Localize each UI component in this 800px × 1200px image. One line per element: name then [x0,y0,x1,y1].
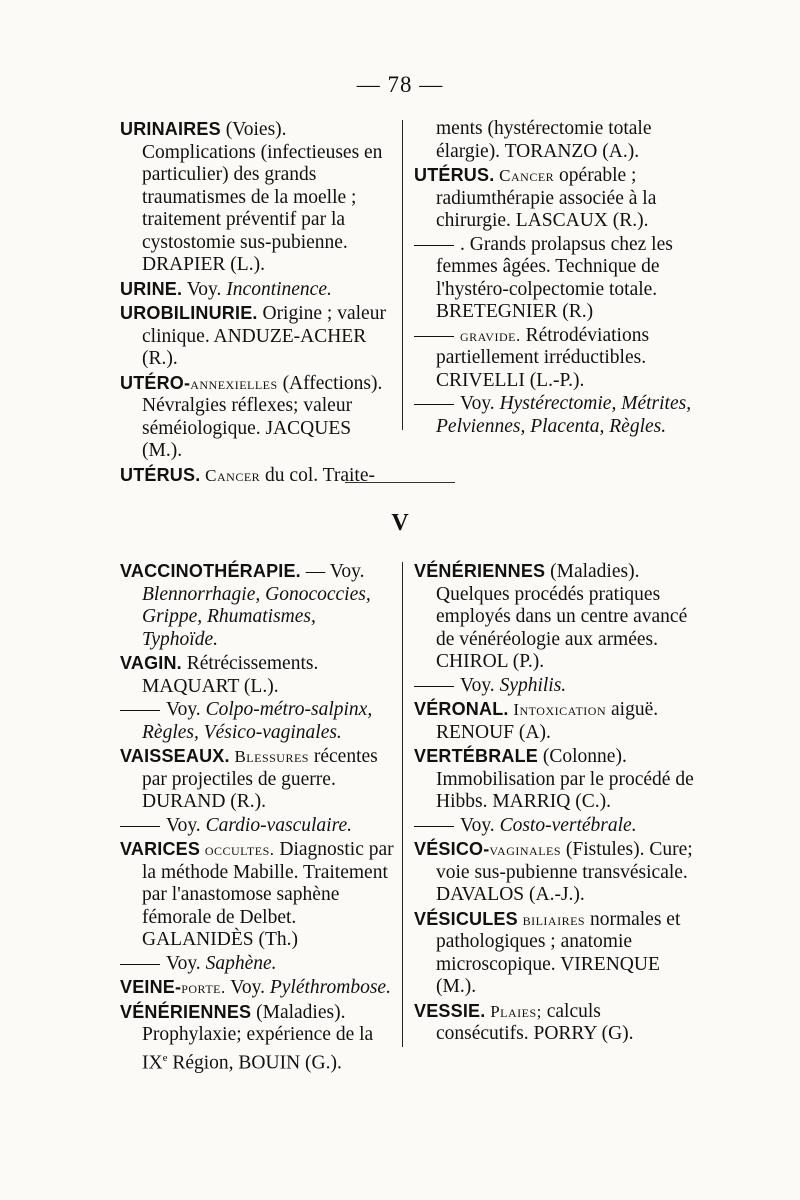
entry-heading: VESSIE. [414,1000,486,1021]
index-entry [120,372,395,463]
index-entry [414,815,694,838]
entry-heading: VAISSEAUX. [120,746,230,766]
column-top-right [414,118,694,439]
section-divider [345,482,455,483]
section-letter: V [391,510,409,536]
entry-heading: VÉSICO- [414,839,490,859]
cross-reference: Syphilis. [499,674,567,696]
entry-text: aiguë. RENOUF (A). [436,699,659,743]
ditto-dash [414,245,454,246]
entry-heading: VÉNÉRIENNES [414,561,546,581]
index-entry [414,908,694,999]
entry-heading: VÉRONAL. [414,699,509,719]
cross-reference: Colpo-métro-salpinx, Règles, Vésico-vaginales. [142,699,373,743]
entry-heading: VARICES [120,839,201,859]
entry-subheading: biliaires [517,909,586,929]
entry-text: — Voy. [300,561,365,582]
entry-heading: VEINE- [120,977,182,997]
index-entry [414,393,694,438]
index-entry [414,325,694,393]
index-entry [120,838,395,952]
entry-text: Voy. [460,674,500,696]
cross-reference: Cardio-vasculaire. [205,814,352,836]
entry-text: Origine ; valeur clinique. ANDUZE-ACHER (R.). [142,303,386,369]
entry-heading: VÉNÉRIENNES [120,1001,252,1022]
index-entry [120,118,395,277]
entry-text: Voy. [182,278,227,300]
column-bottom-right [414,560,694,1047]
entry-text: Voy. [166,814,206,836]
entry-text: Voy. [460,393,500,414]
index-entry [120,815,395,838]
entry-subheading: gravide. [460,325,521,345]
cross-reference: Hystérectomie, Métrites, Pelviennes, Placenta, Règles. [436,393,692,437]
index-entry [120,560,395,651]
entry-text: . Grands prolapsus chez les femmes âgées. Technique de l'hystéro-colpectomie totale. BRETEGNIER (R.) [436,233,673,322]
entry-heading: VACCINOTHÉRAPIE. [120,561,301,581]
entry-heading: UTÉRUS. [414,165,495,185]
index-entry [120,278,395,302]
index-entry [120,464,395,488]
entry-text: (Maladies). Quelques procédés pratiques employés dans un centre avancé de vénéréologie aux armées. CHIROL (P.). [436,561,688,672]
cross-reference: Pyléthrombose. [269,977,391,998]
entry-text: du col. Traite- [260,464,376,486]
entry-text: Voy. [166,952,206,974]
entry-text: Rétrécissements. MAQUART (L.). [142,653,319,697]
index-entry [414,234,694,324]
index-entry [120,953,395,976]
entry-text: (Maladies). Prophylaxie; expérience de la IX [142,1001,374,1073]
entry-text: Région, BOUIN (G.). [167,1052,342,1073]
index-entry [120,745,395,814]
column-top-left [120,118,395,488]
index-entry [414,560,694,674]
index-entry [414,118,694,163]
index-entry [120,976,395,1000]
column-divider-top [402,120,403,430]
entry-subheading: vaginales [489,840,562,859]
index-entry [414,698,694,744]
entry-heading: VAGIN. [120,653,182,673]
entry-subheading: occultes. [200,840,275,859]
cross-reference: Blennorrhagie, Gonococcies, Grippe, Rhumatismes, Typhoïde. [142,583,371,650]
entry-subheading: porte. [181,978,226,997]
entry-subheading: Cancer [200,465,261,485]
entry-subheading: Intoxication [508,700,607,719]
index-entry [414,1000,694,1046]
entry-heading: VÉSICULES [414,908,518,929]
entry-text: Rétrodéviations partiellement irréductibles. CRIVELLI (L.-P.). [436,324,650,391]
column-bottom-left [120,560,395,1076]
entry-text: normales et pathologiques ; anatomie microscopique. VIRENQUE (M.). [436,908,681,997]
ditto-dash [414,686,454,687]
index-entry [414,745,694,814]
entry-subheading: Blessures [229,747,309,766]
entry-subheading: Plaies; [485,1001,542,1021]
entry-subheading: Cancer [494,166,555,185]
index-entry [414,675,694,698]
index-entry [120,1001,395,1075]
ditto-dash [414,336,454,337]
entry-heading: URINAIRES [120,119,221,139]
entry-heading: UTÉRO- [120,372,191,393]
entry-heading: URINE. [120,278,183,299]
cross-reference: Saphène. [205,952,277,974]
superscript: e [162,1051,168,1064]
entry-text: (Affections). Névralgies réflexes; valeur séméiologique. JACQUES (M.). [142,372,383,461]
index-entry [120,652,395,698]
entry-heading: VERTÉBRALE [414,746,539,766]
entry-text: calculs consécutifs. PORRY (G). [436,1000,634,1044]
entry-heading: UROBILINURIE. [120,303,258,323]
ditto-dash [120,826,160,827]
entry-text: (Fistules). Cure; voie sus-pubienne transvésicale. DAVALOS (A.-J.). [436,839,693,905]
entry-text: opérable ; radiumthérapie associée à la chirurgie. LASCAUX (R.). [436,165,657,231]
ditto-dash [120,964,160,965]
entry-text: Diagnostic par la méthode Mabille. Traitement par l'anastomose saphène fémorale de Delbet. GALANIDÈS (Th.) [142,839,394,950]
ditto-dash [414,826,454,827]
entry-text: ments (hystérectomie totale élargie). TORANZO (A.). [436,118,652,162]
entry-text: Voy. [225,977,270,998]
entry-text: Voy. [166,699,206,720]
entry-text: Voy. [460,814,500,836]
index-entry [120,302,395,371]
entry-text: récentes par projectiles de guerre. DURAND (R.). [142,746,378,812]
index-entry [414,164,694,233]
page-number: — 78 — [356,72,444,97]
entry-text: (Voies). Complications (infectieuses en particulier) des grands traumatismes de la moelle ; traitement préventif par la cystostomie sus-pubienne. DRAPIER (L.). [142,119,383,275]
index-entry [120,699,395,744]
column-divider-bottom [402,562,403,1047]
entry-text: (Colonne). Immobilisation par le procédé de Hibbs. MARRIQ (C.). [436,746,694,812]
entry-subheading: annexielles [190,373,278,393]
index-entry [414,838,694,907]
cross-reference: Costo-vertébrale. [499,814,637,836]
cross-reference: Incontinence. [226,278,332,300]
ditto-dash [414,404,454,405]
entry-heading: UTÉRUS. [120,464,201,485]
ditto-dash [120,710,160,711]
